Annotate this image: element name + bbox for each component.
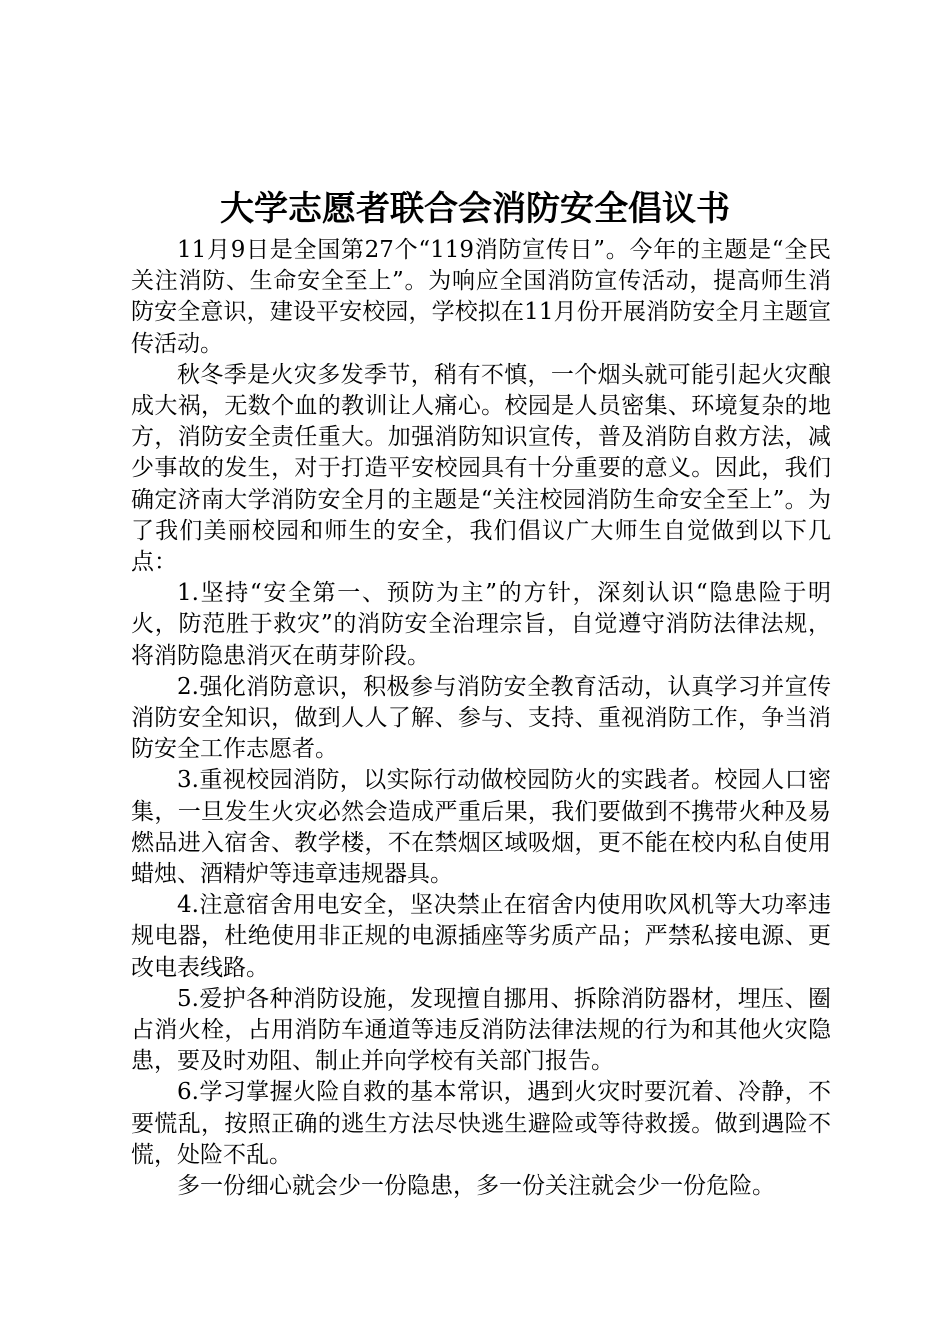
paragraph-item-4: 4.注意宿舍用电安全，坚决禁止在宿舍内使用吹风机等大功率违规电器，杜绝使用非正规的电源插座等劣质产品；严禁私接电源、更改电表线路。 <box>131 892 831 981</box>
document-body <box>131 235 831 1202</box>
paragraph-intro: 11月9日是全国第27个“119消防宣传日”。今年的主题是“全民关注消防、生命安全至上”。为响应全国消防宣传活动，提高师生消防安全意识，建设平安校园，学校拟在11月份开展消防安全月主题宣传活动。 <box>131 237 831 357</box>
paragraph-item-1: 1.坚持“安全第一、预防为主”的方针，深刻认识“隐患险于明火，防范胜于救灾”的消防安全治理宗旨，自觉遵守消防法律法规，将消防隐患消灭在萌芽阶段。 <box>131 580 831 669</box>
paragraph-item-6: 6.学习掌握火险自救的基本常识，遇到火灾时要沉着、冷静，不要慌乱，按照正确的逃生方法尽快逃生避险或等待救援。做到遇险不慌，处险不乱。 <box>131 1079 831 1168</box>
paragraph-item-3: 3.重视校园消防，以实际行动做校园防火的实践者。校园人口密集，一旦发生火灾必然会造成严重后果，我们要做到不携带火种及易燃品进入宿舍、教学楼，不在禁烟区域吸烟，更不能在校内私自使用蜡烛、酒精炉等违章违规器具。 <box>131 767 831 888</box>
paragraph-item-2: 2.强化消防意识，积极参与消防安全教育活动，认真学习并宣传消防安全知识，做到人人了解、参与、支持、重视消防工作，争当消防安全工作志愿者。 <box>131 673 831 763</box>
paragraph-item-5: 5.爱护各种消防设施，发现擅自挪用、拆除消防器材，埋压、圈占消火栓，占用消防车通道等违反消防法律法规的行为和其他火灾隐患，要及时劝阻、制止并向学校有关部门报告。 <box>131 985 831 1075</box>
paragraph-closing: 多一份细心就会少一份隐患，多一份关注就会少一份危险。 <box>177 1173 775 1200</box>
paragraph-background: 秋冬季是火灾多发季节，稍有不慎，一个烟头就可能引起火灾酿成大祸，无数个血的教训让人痛心。校园是人员密集、环境复杂的地方，消防安全责任重大。加强消防知识宣传，普及消防自救方法，减少事故的发生，对于打造平安校园具有十分重要的意义。因此，我们确定济南大学消防安全月的主题是“关注校园消防生命安全至上”。为了我们美丽校园和师生的安全，我们倡议广大师生自觉做到以下几点： <box>131 361 831 576</box>
document-title: 大学志愿者联合会消防安全倡议书 <box>220 189 730 229</box>
